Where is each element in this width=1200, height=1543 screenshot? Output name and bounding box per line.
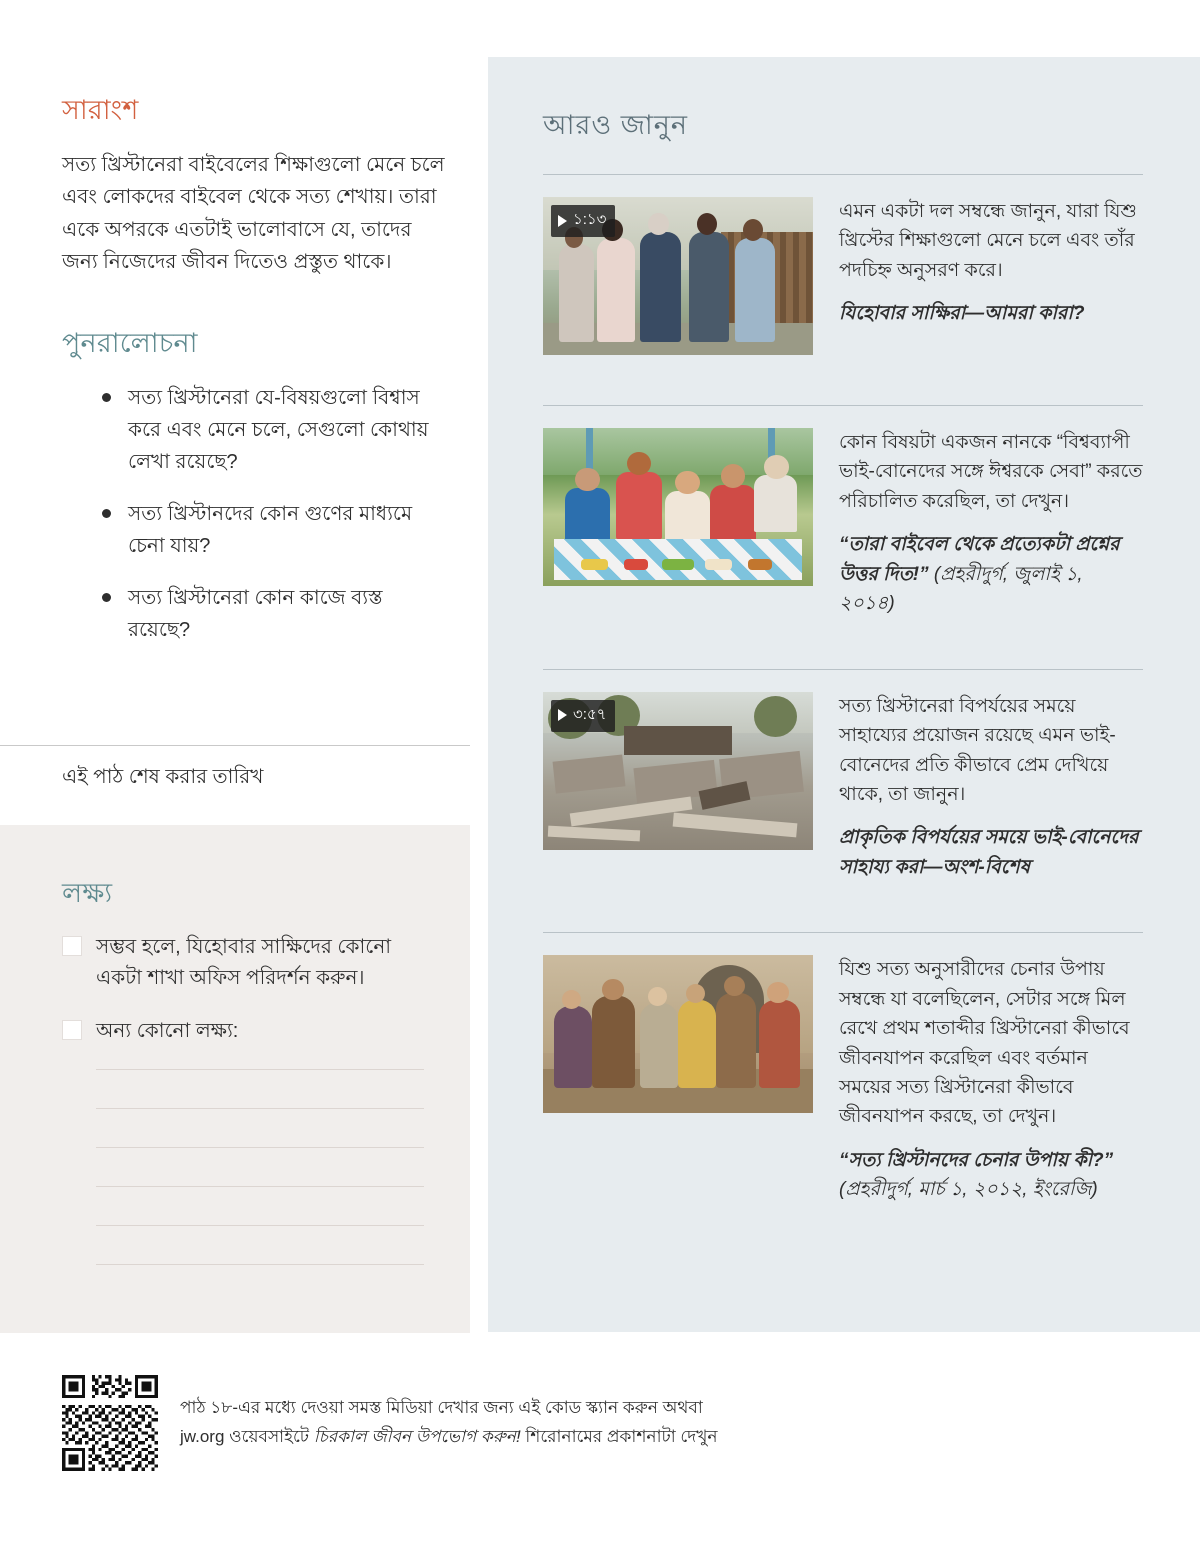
entry-reference: “তারা বাইবেল থেকে প্রত্যেকটা প্রশ্নের উত্তর দিত!” (প্রহরীদুর্গ, জুলাই ১, ২০১৪) (839, 534, 1120, 615)
entry-description: এমন একটা দল সম্বন্ধে জানুন, যারা যিশু খ্রিস্টের শিক্ষাগুলো মেনে চলে এবং তাঁর পদচিহ্ন অনুসরণ করে। (839, 201, 1137, 281)
list-item: সত্য খ্রিস্টানদের কোন গুণের মাধ্যমে চেনা যায়? (102, 498, 450, 562)
list-item[interactable] (543, 406, 1143, 645)
list-item[interactable] (543, 670, 1143, 909)
entry-text (839, 428, 1143, 619)
photo-disaster-rubble[interactable] (543, 692, 813, 850)
list-item: সত্য খ্রিস্টানেরা যে-বিষয়গুলো বিশ্বাস করে এবং মেনে চলে, সেগুলো কোথায় লেখা রয়েছে? (102, 382, 450, 478)
checkbox-icon[interactable] (62, 936, 82, 956)
divider (0, 745, 470, 746)
entry-description: যিশু সত্য অনুসারীদের চেনার উপায় সম্বন্ধে যা বলেছিলেন, সেটার সঙ্গে মিল রেখে প্রথম শতাব্দীর খ্রিস্টানেরা কীভাবে জীবনযাপন করেছিল এবং বর্তমান সময়ের সত্য খ্রিস্টানেরা কীভাবে জীবনযাপন করছে, তা দেখুন। (839, 959, 1130, 1128)
play-icon (558, 215, 567, 227)
footer-line-2-b: শিরোনামের প্রকাশনাটা দেখুন (520, 1427, 718, 1446)
list-item[interactable] (543, 175, 1143, 381)
completion-date-label: এই পাঠ শেষ করার তারিখ (62, 766, 264, 788)
photo-first-century-scene[interactable] (543, 955, 813, 1113)
goals-box (0, 825, 470, 1333)
list-item[interactable] (543, 933, 1143, 1231)
entry-text (839, 955, 1143, 1205)
footer-publication-title: চিরকাল জীবন উপভোগ করুন! (313, 1427, 521, 1446)
entry-reference: যিহোবার সাক্ষিরা—আমরা কারা? (839, 303, 1085, 325)
summary-heading: সারাংশ (62, 95, 139, 125)
entry-description: সত্য খ্রিস্টানেরা বিপর্যয়ের সময়ে সাহায্যের প্রয়োজন রয়েছে এমন ভাই-বোনেদের প্রতি কীভাবে প্রেম দেখিয়ে থাকে, তা জানুন। (839, 695, 1116, 805)
photo-family-meal[interactable] (543, 428, 813, 586)
goal-write-in-lines[interactable] (62, 1069, 430, 1265)
media-thumbnail-wrapper[interactable] (543, 197, 813, 355)
media-thumbnail-wrapper[interactable] (543, 428, 813, 619)
entry-text (839, 692, 1143, 883)
entry-reference: “সত্য খ্রিস্টানদের চেনার উপায় কী?” (প্রহরীদুর্গ, মার্চ ১, ২০১২, ইংরেজি) (839, 1149, 1114, 1201)
entry-reference: প্রাকৃতিক বিপর্যয়ের সময়ে ভাই-বোনেদের সাহায্য করা—অংশ-বিশেষ (839, 827, 1139, 878)
video-duration-badge (551, 205, 615, 237)
footer-line-1: পাঠ ১৮-এর মধ্যে দেওয়া সমস্ত মিডিয়া দেখার জন্য এই কোড স্ক্যান করুন অথবা (180, 1398, 703, 1418)
goals-heading: লক্ষ্য (62, 878, 113, 908)
entry-text (839, 197, 1143, 355)
footer-line-2-a: jw.org ওয়েবসাইটে (180, 1427, 314, 1446)
media-thumbnail-wrapper[interactable] (543, 955, 813, 1205)
video-duration-text: ১:১৩ (573, 211, 607, 228)
play-icon (558, 709, 567, 721)
entry-description: কোন বিষয়টা একজন নানকে “বিশ্বব্যাপী ভাই-বোনেদের সঙ্গে ঈশ্বরকে সেবা” করতে পরিচালিত করেছিল, তা দেখুন। (839, 432, 1143, 512)
footer-text (180, 1394, 718, 1452)
write-line[interactable] (96, 1147, 424, 1148)
write-line[interactable] (96, 1264, 424, 1265)
goal-item[interactable] (62, 1016, 430, 1047)
goal-item-label: সম্ভব হলে, যিহোবার সাক্ষিদের কোনো একটা শাখা অফিস পরিদর্শন করুন। (96, 936, 392, 989)
left-column (0, 90, 470, 666)
learn-more-section (543, 105, 1143, 1231)
checkbox-icon[interactable] (62, 1020, 82, 1040)
list-item: সত্য খ্রিস্টানেরা কোন কাজে ব্যস্ত রয়েছে? (102, 582, 450, 646)
write-line[interactable] (96, 1069, 424, 1070)
review-heading: পুনরালোচনা (62, 327, 198, 358)
summary-text: সত্য খ্রিস্টানেরা বাইবেলের শিক্ষাগুলো মেনে চলে এবং লোকদের বাইবেল থেকে সত্য শেখায়। তারা একে অপরকে এতটাই ভালোবাসে যে, তাদের জন্য নিজেদের জীবন দিতেও প্রস্তুত থাকে। (62, 154, 445, 274)
qr-code[interactable] (62, 1375, 158, 1471)
video-duration-badge (551, 700, 615, 732)
footer (62, 1375, 1142, 1471)
photo-group-conversation[interactable] (543, 197, 813, 355)
media-thumbnail-wrapper[interactable] (543, 692, 813, 883)
write-line[interactable] (96, 1108, 424, 1109)
learn-more-heading: আরও জানুন (543, 110, 688, 140)
footer-line-2 (180, 1423, 718, 1452)
goal-item[interactable] (62, 932, 430, 994)
write-line[interactable] (96, 1225, 424, 1226)
review-question-list (62, 382, 450, 646)
video-duration-text: ৩:৫৭ (573, 705, 607, 723)
goal-item-label: অন্য কোনো লক্ষ্য: (96, 1020, 239, 1042)
write-line[interactable] (96, 1186, 424, 1187)
